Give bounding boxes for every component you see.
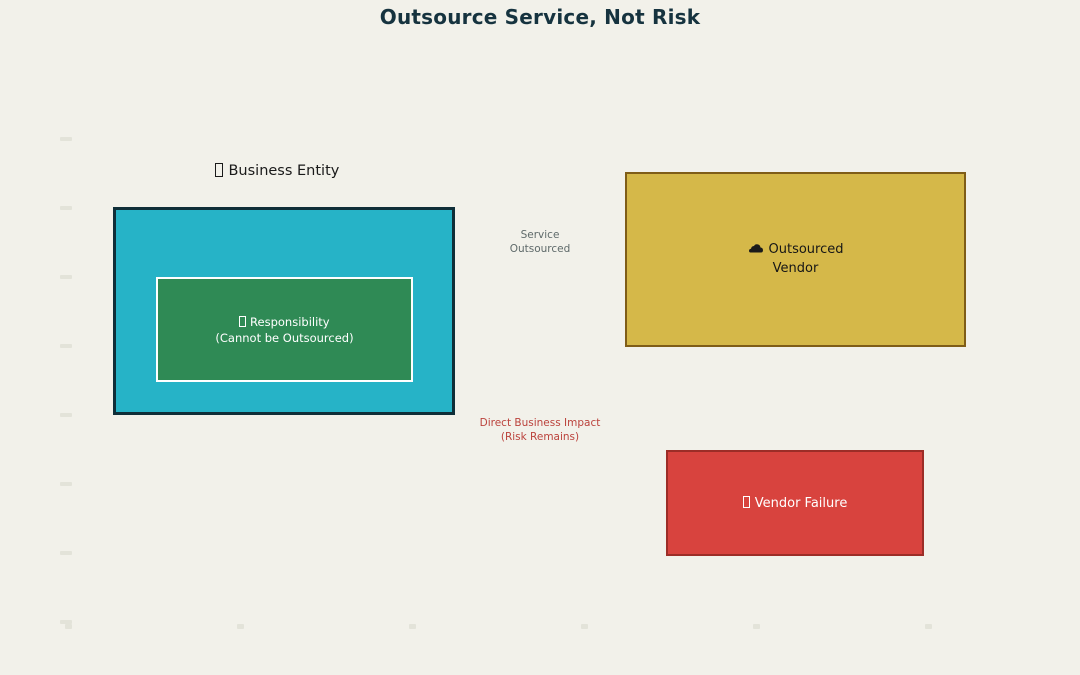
impact-label — [440, 416, 640, 444]
vendor-failure-text — [743, 496, 848, 511]
service-outsourced-line2: Outsourced — [509, 243, 571, 255]
outsourced-vendor-text — [748, 241, 844, 279]
x-axis-tick — [753, 624, 760, 629]
x-axis-tick — [925, 624, 932, 629]
lock-icon — [239, 316, 245, 327]
business-entity-label-text: Business Entity — [228, 163, 340, 180]
y-axis-tick — [60, 551, 72, 555]
y-axis-tick — [60, 344, 72, 348]
y-axis-tick — [60, 137, 72, 141]
x-axis-tick — [65, 624, 72, 629]
y-axis-tick — [60, 413, 72, 417]
responsibility-line2: (Cannot be Outsourced) — [215, 330, 354, 345]
responsibility-box — [156, 277, 413, 382]
impact-line1: Direct Business Impact — [479, 417, 601, 429]
y-axis-tick — [60, 206, 72, 210]
outsourced-vendor-box — [625, 172, 966, 347]
responsibility-text — [215, 314, 353, 346]
impact-line2: (Risk Remains) — [500, 431, 580, 443]
x-axis-tick — [581, 624, 588, 629]
responsibility-line1: Responsibility — [250, 314, 330, 329]
outsourced-vendor-line2: Vendor — [772, 260, 819, 276]
x-axis-tick — [409, 624, 416, 629]
cloud-icon — [748, 241, 764, 260]
building-icon — [215, 163, 223, 177]
x-axis-tick — [237, 624, 244, 629]
business-entity-label — [215, 163, 339, 179]
diagram-title: Outsource Service, Not Risk — [379, 5, 701, 29]
service-outsourced-line1: Service — [520, 229, 560, 241]
y-axis-tick — [60, 275, 72, 279]
vendor-failure-box — [666, 450, 924, 556]
service-outsourced-label — [470, 228, 610, 256]
warning-icon — [743, 496, 750, 508]
y-axis-tick — [60, 482, 72, 486]
outsourced-vendor-line1: Outsourced — [768, 241, 844, 257]
vendor-failure-label: Vendor Failure — [754, 495, 848, 511]
